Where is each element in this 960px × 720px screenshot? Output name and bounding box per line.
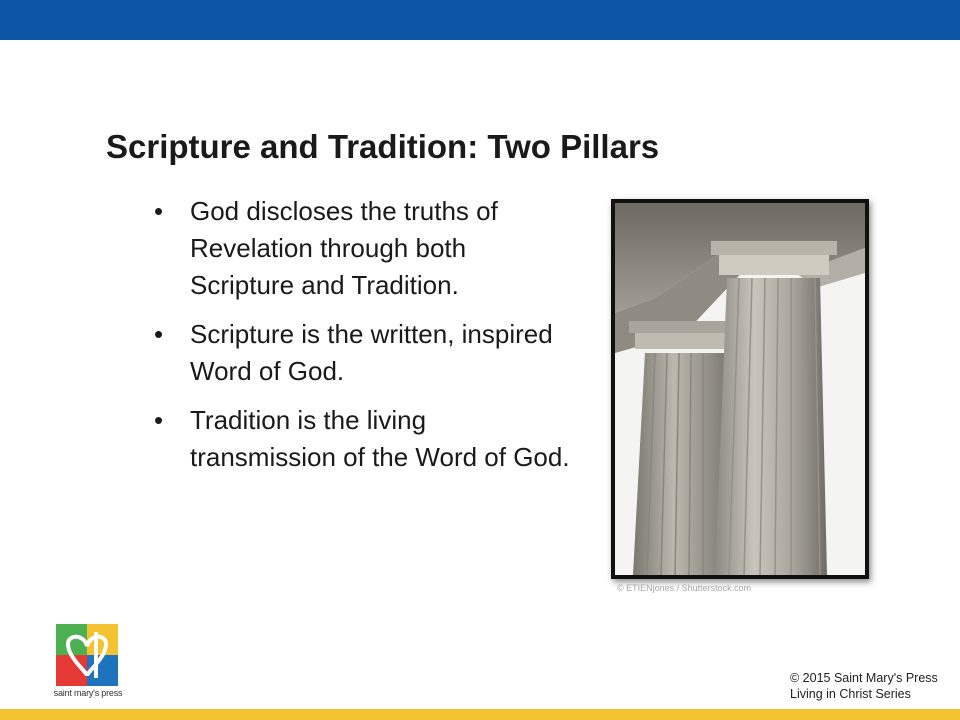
copyright-line: © 2015 Saint Mary's Press: [790, 671, 938, 685]
logo-wordmark: saint mary's press: [53, 688, 123, 698]
bullet-item: [150, 193, 570, 304]
pillars-image: [615, 203, 865, 575]
series-line: Living in Christ Series: [790, 687, 911, 701]
top-banner: [0, 0, 960, 40]
bullet-item: [150, 316, 570, 390]
bullet-text: Scripture is the written, inspired Word of God.: [190, 319, 553, 386]
bullet-list: [150, 193, 570, 488]
bullet-dot: •: [154, 196, 164, 226]
bullet-dot: •: [154, 405, 164, 435]
bullet-text: Tradition is the living transmission of the Word of God.: [190, 405, 570, 472]
bullet-dot: •: [154, 319, 164, 349]
pillars-photo: [611, 199, 869, 579]
photo-credit: © ETIENjones / Shutterstock.com: [617, 583, 752, 593]
slide-title: Scripture and Tradition: Two Pillars: [106, 128, 660, 165]
bottom-banner: [0, 709, 960, 720]
bullet-text: God discloses the truths of Revelation through both Scripture and Tradition.: [190, 196, 498, 300]
copyright-notice: [790, 670, 938, 702]
bullet-item: [150, 402, 570, 476]
